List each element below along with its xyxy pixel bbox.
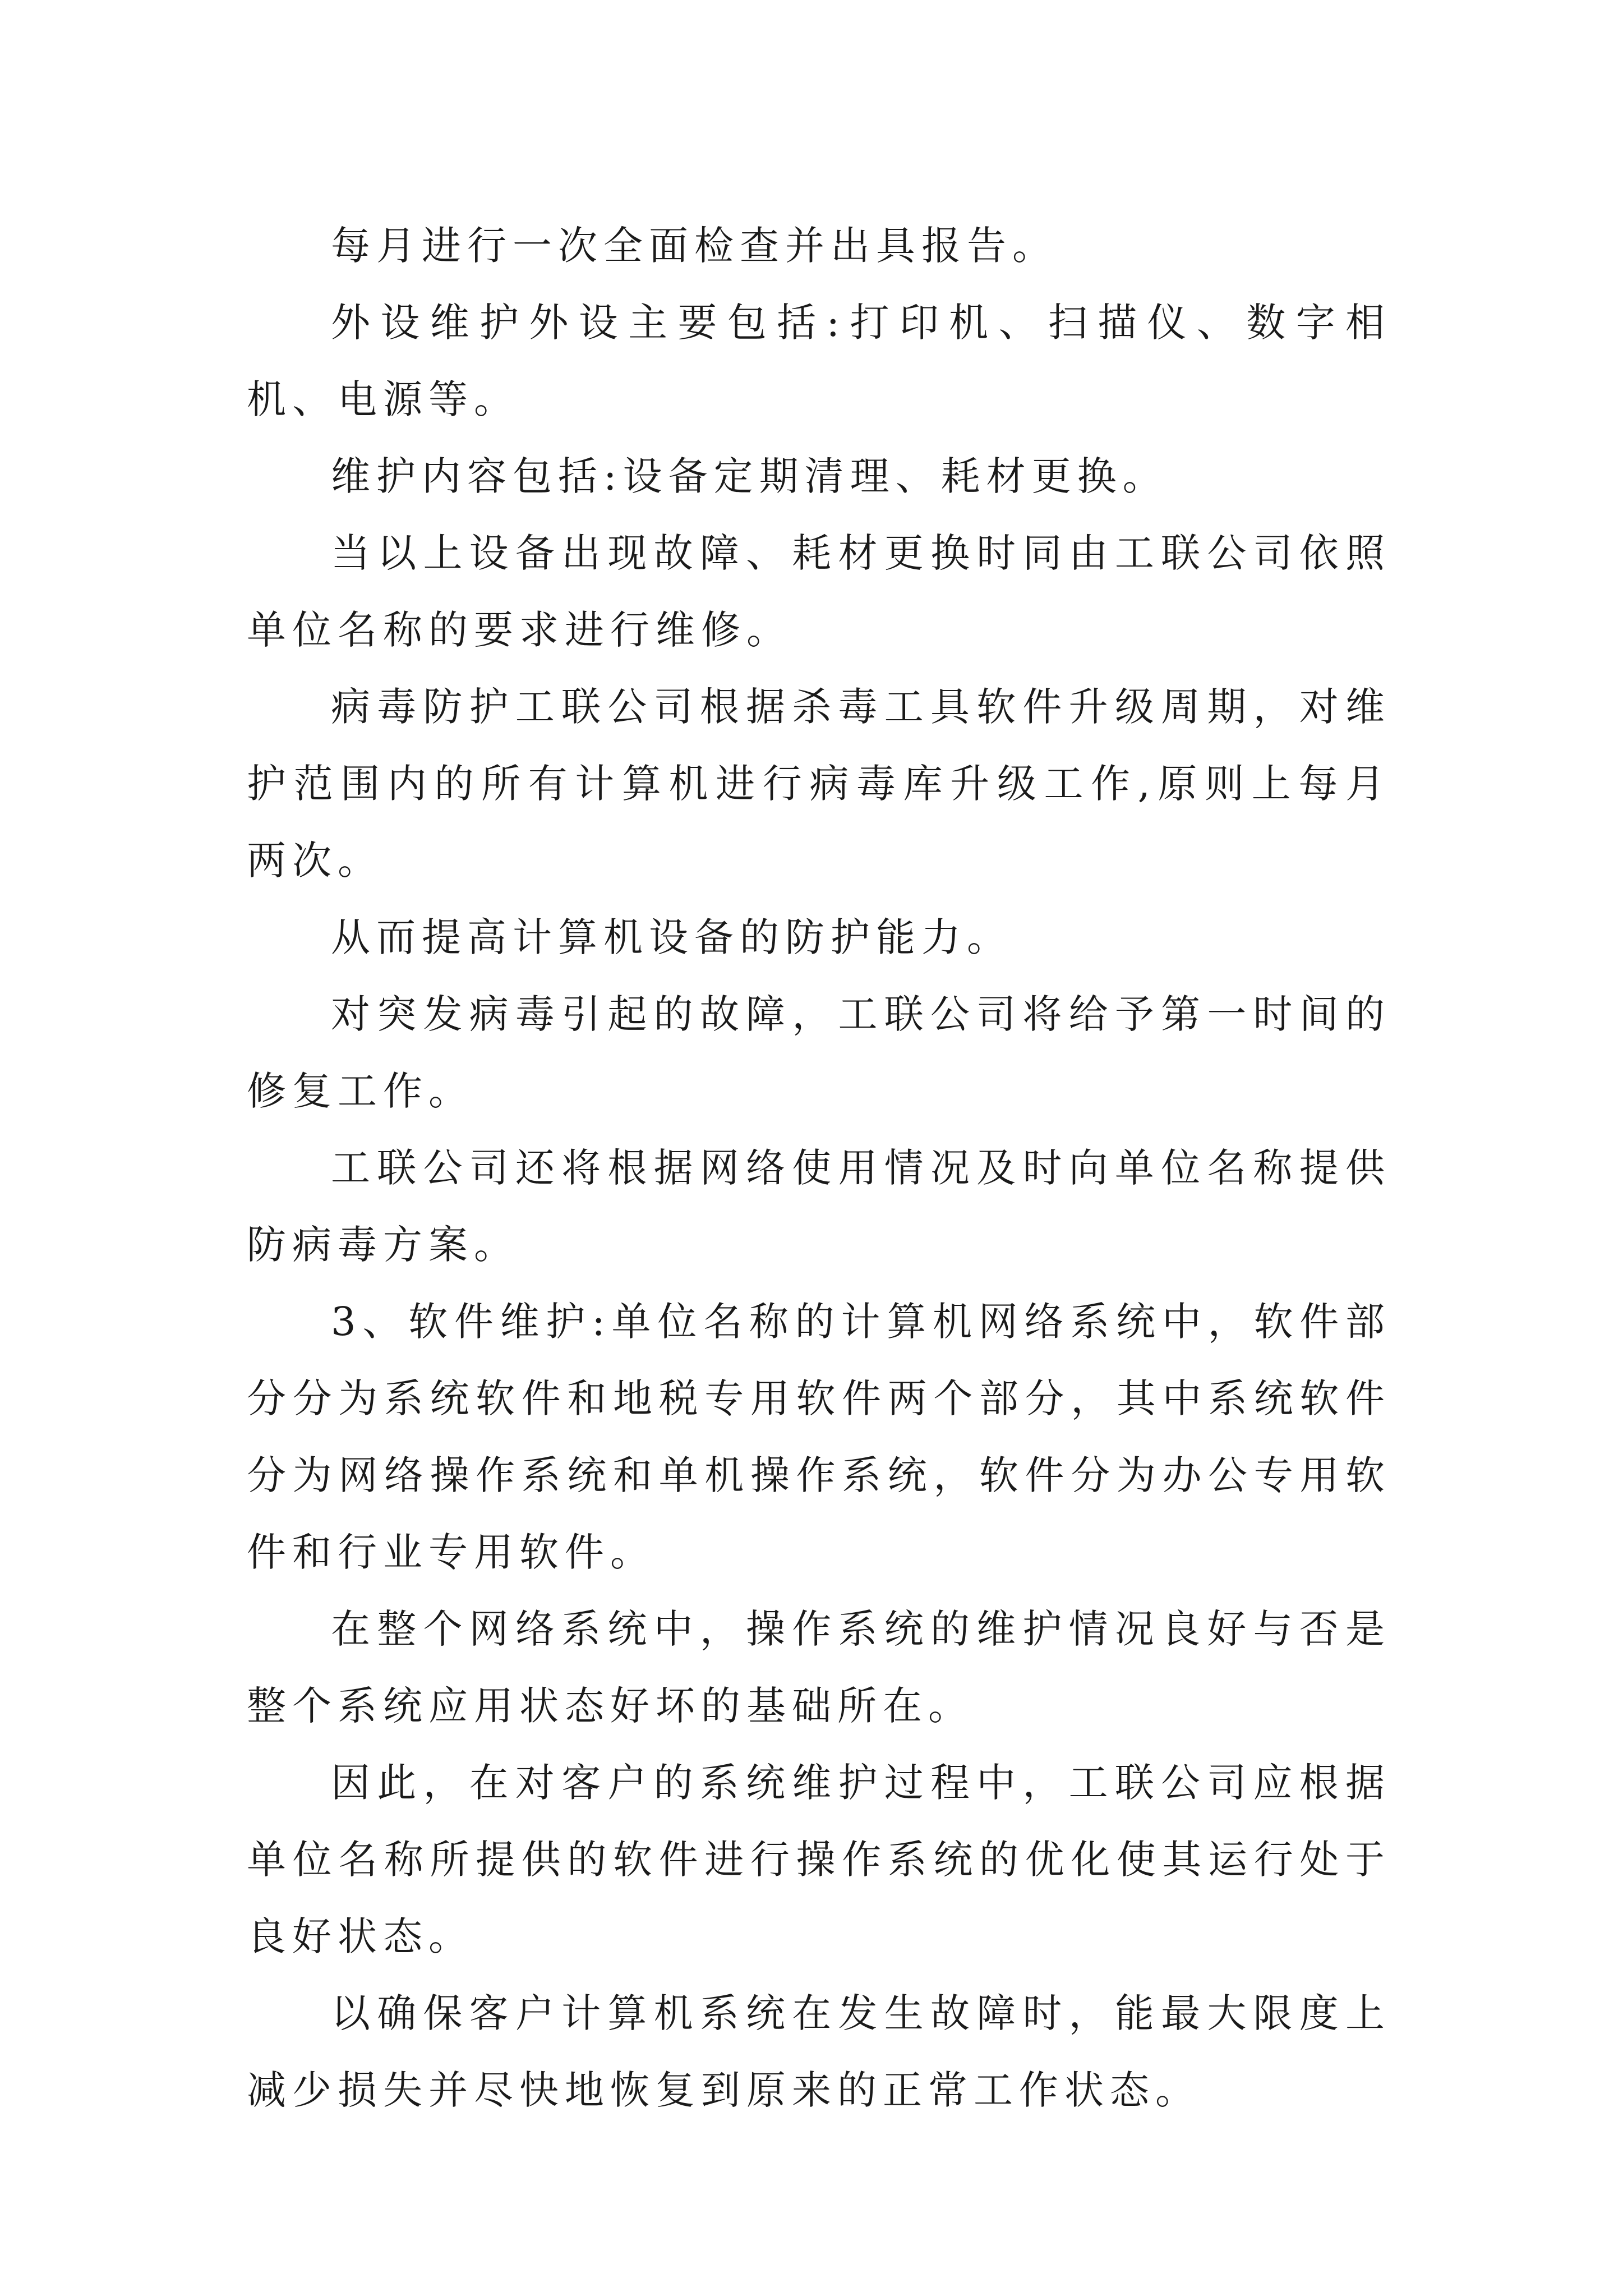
document-body bbox=[247, 208, 1391, 2129]
paragraph: 外设维护外设主要包括:打印机、扫描仪、数字相机、电源等。 bbox=[247, 300, 1391, 422]
paragraph: 维护内容包括:设备定期清理、耗材更换。 bbox=[331, 453, 1168, 499]
paragraph: 因此，在对客户的系统维护过程中，工联公司应根据单位名称所提供的软件进行操作系统的优化使其运行处于良好状态。 bbox=[247, 1760, 1391, 1959]
paragraph: 病毒防护工联公司根据杀毒工具软件升级周期，对维护范围内的所有计算机进行病毒库升级工作,原则上每月两次。 bbox=[247, 684, 1391, 884]
paragraph: 对突发病毒引起的故障，工联公司将给予第一时间的修复工作。 bbox=[247, 991, 1391, 1114]
paragraph: 工联公司还将根据网络使用情况及时向单位名称提供防病毒方案。 bbox=[247, 1145, 1391, 1268]
paragraph: 当以上设备出现故障、耗材更换时同由工联公司依照单位名称的要求进行维修。 bbox=[247, 530, 1391, 653]
paragraph: 每月进行一次全面检查并出具报告。 bbox=[331, 223, 1058, 269]
paragraph: 在整个网络系统中，操作系统的维护情况良好与否是整个系统应用状态好坏的基础所在。 bbox=[247, 1606, 1391, 1729]
paragraph: 3、软件维护:单位名称的计算机网络系统中，软件部分分为系统软件和地税专用软件两个部分，其中系统软件分为网络操作系统和单机操作系统，软件分为办公专用软件和行业专用软件。 bbox=[247, 1299, 1391, 1575]
paragraph: 以确保客户计算机系统在发生故障时，能最大限度上减少损失并尽快地恢复到原来的正常工作状态。 bbox=[247, 1990, 1391, 2113]
paragraph: 从而提高计算机设备的防护能力。 bbox=[331, 914, 1012, 960]
